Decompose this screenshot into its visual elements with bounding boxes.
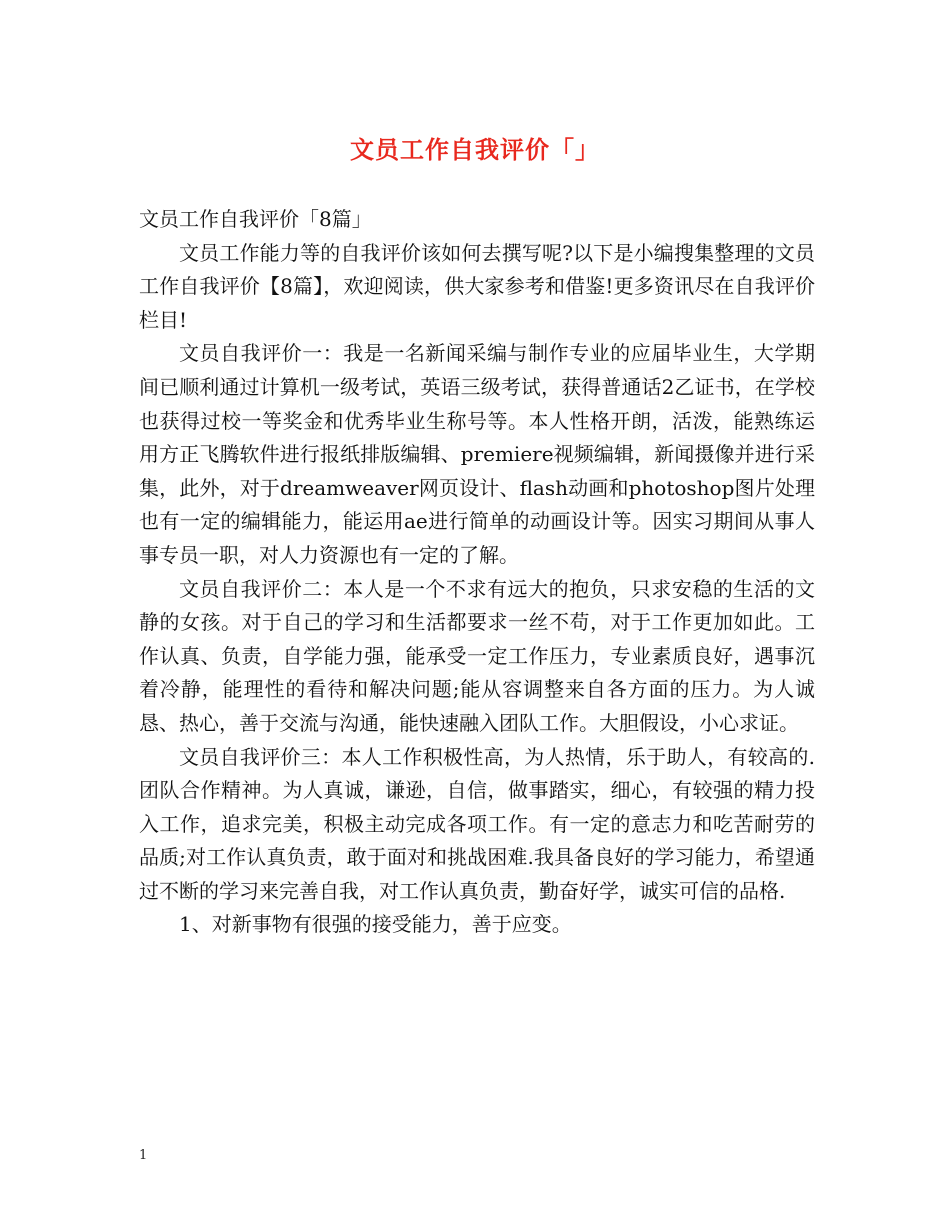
- paragraph-evaluation-two: 文员自我评价二：本人是一个不求有远大的抱负，只求安稳的生活的文静的女孩。对于自己的学习和生活都要求一丝不苟，对于工作更加如此。工作认真、负责，自学能力强，能承受一定工作压力，专业素质良好，遇事沉着冷静，能理性的看待和解决问题;能从容调整来自各方面的压力。为人诚恳、热心，善于交流与沟通，能快速融入团队工作。大胆假设，小心求证。: [139, 576, 815, 735]
- page-number: 1: [139, 1148, 148, 1163]
- document-title: 文员工作自我评价「」: [350, 135, 600, 164]
- document-body: [139, 203, 815, 942]
- paragraph-intro: 文员工作能力等的自我评价该如何去撰写呢?以下是小编搜集整理的文员工作自我评价【8篇】，欢迎阅读，供大家参考和借鉴!更多资讯尽在自我评价栏目!: [139, 240, 815, 332]
- paragraph-evaluation-three: 文员自我评价三：本人工作积极性高，为人热情，乐于助人，有较高的.团队合作精神。为人真诚，谦逊，自信，做事踏实，细心，有较强的精力投入工作，追求完美，积极主动完成各项工作。有一定的意志力和吃苦耐劳的品质;对工作认真负责，敢于面对和挑战困难.我具备良好的学习能力，希望通过不断的学习来完善自我，对工作认真负责，勤奋好学，诚实可信的品格.: [139, 744, 815, 903]
- document-subtitle: 文员工作自我评价「8篇」: [139, 207, 372, 231]
- paragraph-evaluation-one: 文员自我评价一：我是一名新闻采编与制作专业的应届毕业生，大学期间已顺利通过计算机一级考试，英语三级考试，获得普通话2乙证书，在学校也获得过校一等奖金和优秀毕业生称号等。本人性格开朗，活泼，能熟练运用方正飞腾软件进行报纸排版编辑、premiere视频编辑，新闻摄像并进行采集，此外，对于dreamweaver网页设计、flash动画和photoshop图片处理也有一定的编辑能力，能运用ae进行简单的动画设计等。因实习期间从事人事专员一职，对人力资源也有一定的了解。: [139, 341, 815, 567]
- paragraph-list-item-one: 1、对新事物有很强的接受能力，善于应变。: [179, 912, 572, 937]
